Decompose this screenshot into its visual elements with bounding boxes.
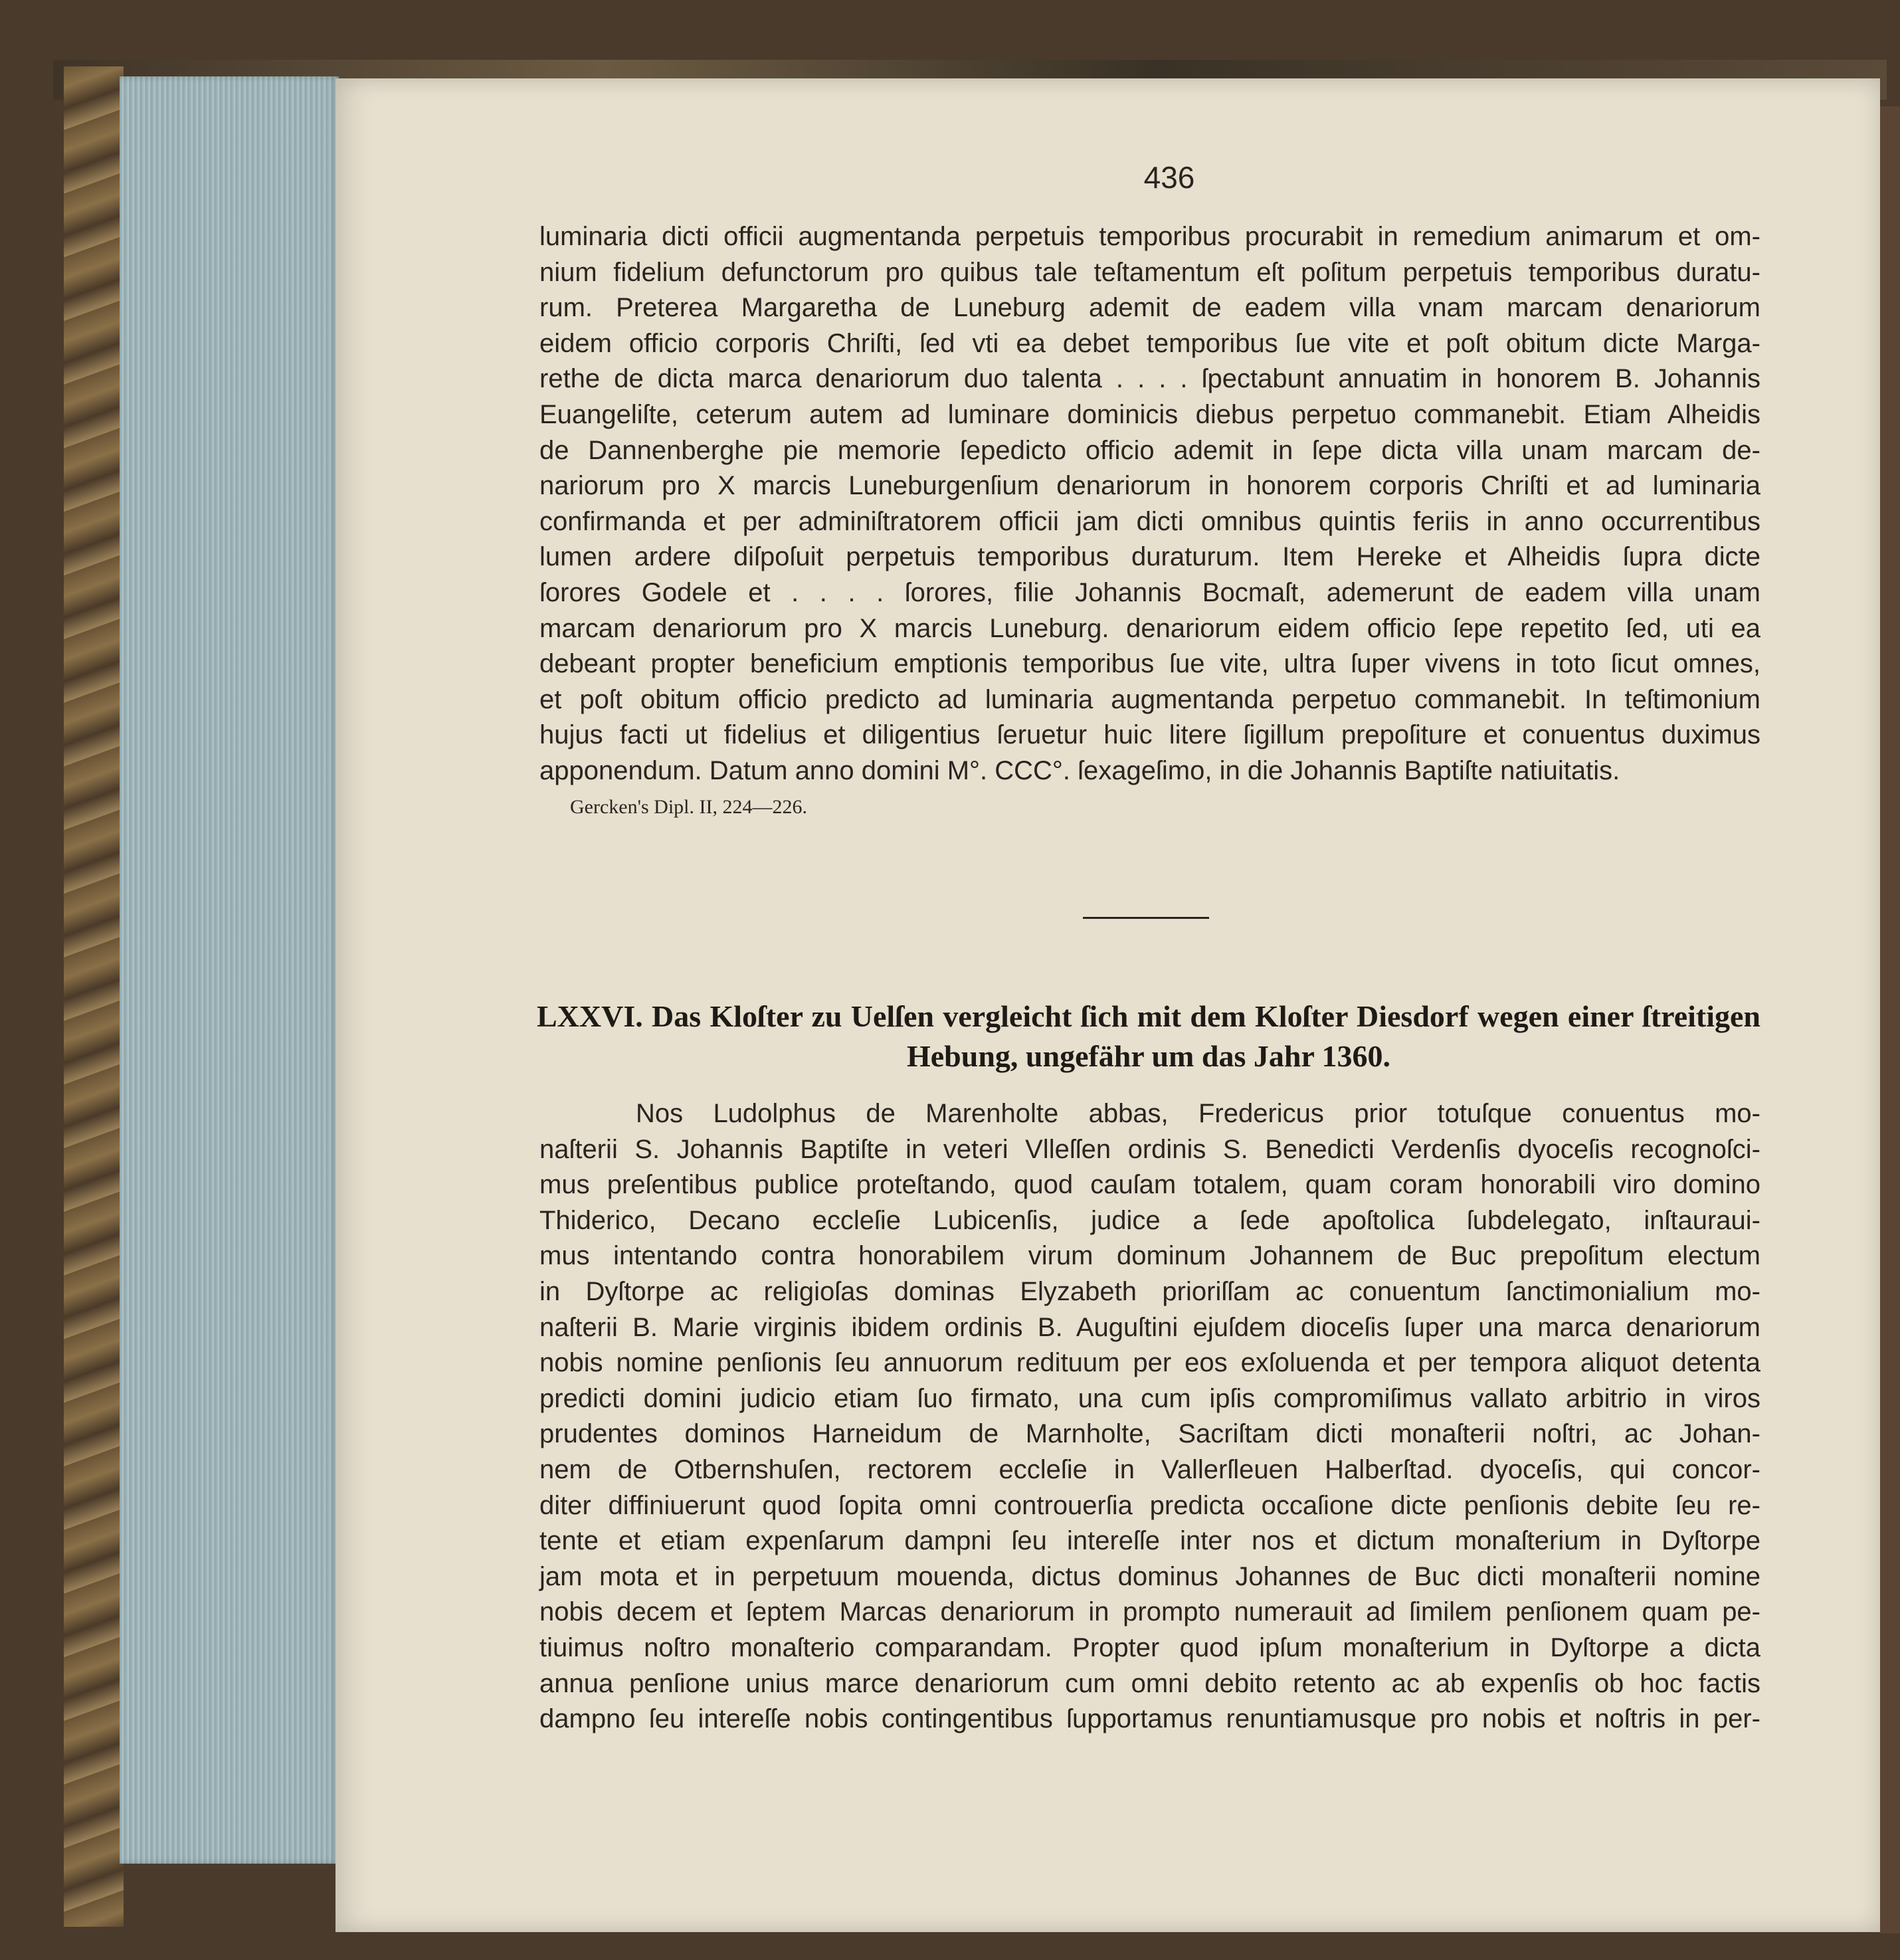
text-line: de Dannenberghe pie memorie ſepedicto officio ademit in ſepe dicta villa unam marcam de- <box>539 435 1760 465</box>
paragraph-continuation <box>539 219 1760 789</box>
text-line: nium fidelium defunctorum pro quibus tale teſtamentum eſt poſitum perpetuis temporibus duratu- <box>539 257 1760 287</box>
text-line: mus preſentibus publice proteſtando, quod cauſam totalem, quam coram honorabili viro domino <box>539 1170 1760 1200</box>
text-line: debeant propter beneficium emptionis temporibus ſue vite, ultra ſuper vivens in toto ſicut omnes, <box>539 649 1760 679</box>
text-line: nariorum pro X marcis Luneburgenſium denariorum in honorem corporis Chriſti et ad luminaria <box>539 471 1760 501</box>
text-line: nobis nomine penſionis ſeu annuorum redituum per eos exſoluenda et per tempora aliquot detenta <box>539 1348 1760 1378</box>
text-line: nem de Otbernshuſen, rectorem eccleſie in Vallerſleuen Halberſtad. dyoceſis, qui concor- <box>539 1454 1760 1484</box>
text-line: naſterii S. Johannis Baptiſte in veteri Vlleſſen ordinis S. Benedicti Verdenſis dyoceſis recognoſci- <box>539 1134 1760 1164</box>
text-line: et poſt obitum officio predicto ad luminaria augmentanda perpetuo commanebit. In teſtimonium <box>539 684 1760 714</box>
text-line: Euangeliſte, ceterum autem ad luminare dominicis diebus perpetuo commanebit. Etiam Alheidis <box>539 399 1760 429</box>
text-line: lumen ardere diſpoſuit perpetuis temporibus duraturum. Item Hereke et Alheidis ſupra dicte <box>539 542 1760 572</box>
text-line: nobis decem et ſeptem Marcas denariorum in prompto numerauit ad ſimilem penſionem quam pe- <box>539 1597 1760 1627</box>
text-line: tiuimus noſtro monaſterio comparandam. Propter quod ipſum monaſterium in Dyſtorpe a dicta <box>539 1632 1760 1662</box>
text-line: mus intentando contra honorabilem virum dominum Johannem de Buc prepoſitum electum <box>539 1241 1760 1271</box>
document-body <box>539 1096 1760 1737</box>
text-line: diter diffiniuerunt quod ſopita omni controuerſia predicta occaſione dicte penſionis debite ſeu re- <box>539 1490 1760 1520</box>
page-edges <box>120 76 339 1864</box>
text-line: tente et etiam expenſarum dampni ſeu intereſſe inter nos et dictum monaſterium in Dyſtorpe <box>539 1526 1760 1556</box>
text-line: naſterii B. Marie virginis ibidem ordinis B. Auguſtini ejuſdem dioceſis ſuper una marca denariorum <box>539 1312 1760 1342</box>
text-line: predicti domini judicio etiam ſuo firmato, una cum ipſis compromiſimus vallato arbitrio in viros <box>539 1383 1760 1413</box>
text-line: jam mota et in perpetuum mouenda, dictus dominus Johannes de Buc dicti monaſterii nomine <box>539 1561 1760 1591</box>
text-line: annua penſione unius marce denariorum cum omni debito retento ac ab expenſis ob hoc factis <box>539 1668 1760 1698</box>
text-line: hujus facti ut fidelius et diligentius ſeruetur huic litere ſigillum prepoſiture et conuentus duximus <box>539 720 1760 750</box>
text-line: ſorores Godele et . . . . ſorores, filie Johannis Bocmaſt, ademerunt de eadem villa unam <box>539 577 1760 607</box>
text-line: dampno ſeu intereſſe nobis contingentibus ſupportamus renuntiamusque pro nobis et noſtris in per- <box>539 1704 1760 1734</box>
section-divider <box>1083 917 1209 919</box>
text-line: apponendum. Datum anno domini M°. CCC°. ſexageſimo, in die Johannis Baptiſte natiuitatis. <box>539 755 1620 785</box>
text-line: eidem officio corporis Chriſti, ſed vti ea debet temporibus ſue vite et poſt obitum dicte Marga- <box>539 328 1760 358</box>
text-line: Nos Ludolphus de Marenholte abbas, Fredericus prior totuſque conuentus mo- <box>636 1099 1760 1128</box>
text-line: rethe de dicta marca denariorum duo talenta . . . . ſpectabunt annuatim in honorem B. Johannis <box>539 364 1760 394</box>
book-cover-right <box>1880 106 1900 1933</box>
page-number: 436 <box>1143 160 1195 195</box>
heading-line: Hebung, ungefähr um das Jahr 1360. <box>906 1039 1391 1073</box>
book-cover-marbled-edge <box>64 66 124 1927</box>
text-line: confirmanda et per adminiſtratorem officii jam dicti omnibus quintis feriis in anno occurrentibus <box>539 506 1760 536</box>
text-line: marcam denariorum pro X marcis Luneburg. denariorum eidem officio ſepe repetito ſed, uti ea <box>539 613 1760 643</box>
document-heading <box>537 997 1760 1076</box>
heading-line: LXXVI. Das Kloſter zu Uelſen vergleicht ſich mit dem Kloſter Diesdorf wegen einer ſtreitigen <box>537 999 1760 1033</box>
text-line: luminaria dicti officii augmentanda perpetuis temporibus procurabit in remedium animarum et om- <box>539 222 1760 251</box>
text-line: prudentes dominos Harneidum de Marnholte, Sacriſtam dicti monaſterii noſtri, ac Johan- <box>539 1419 1760 1449</box>
text-line: Thiderico, Decano eccleſie Lubicenſis, judice a ſede apoſtolica ſubdelegato, inſtauraui- <box>539 1205 1760 1235</box>
text-line: rum. Preterea Margaretha de Luneburg ademit de eadem villa vnam marcam denariorum <box>539 293 1760 323</box>
source-citation: Gercken's Dipl. II, 224—226. <box>570 796 807 818</box>
text-line: in Dyſtorpe ac religioſas dominas Elyzabeth prioriſſam ac conuentum ſanctimonialium mo- <box>539 1276 1760 1306</box>
